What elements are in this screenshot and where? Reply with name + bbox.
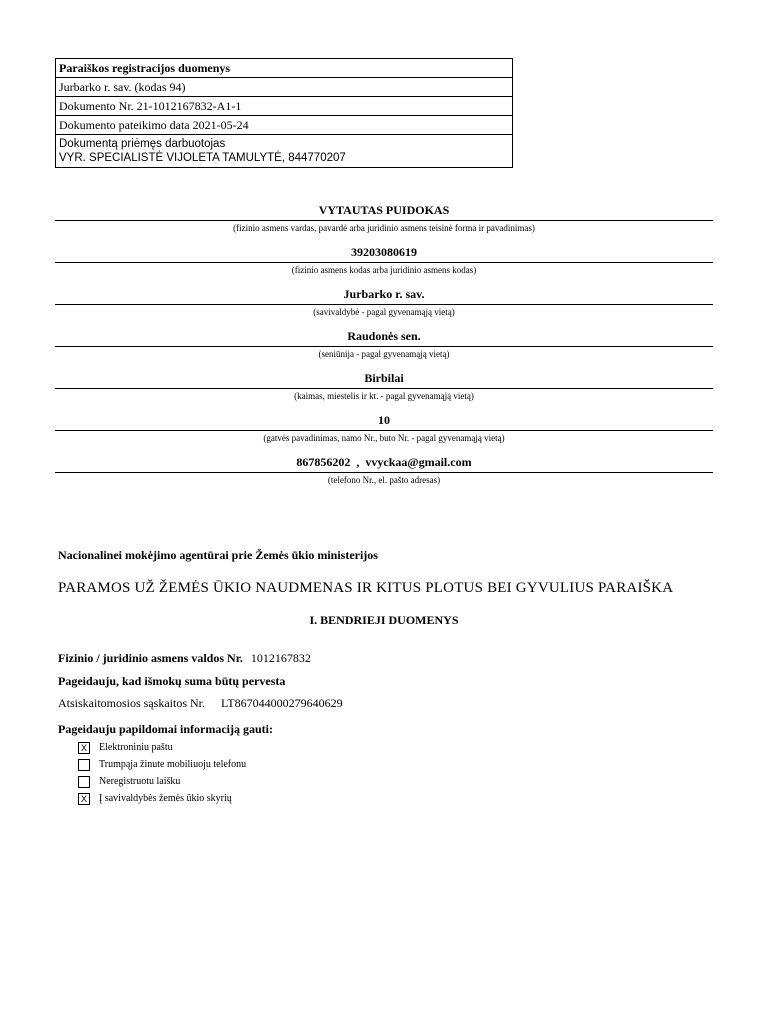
option-unregistered-letter[interactable] xyxy=(78,773,246,790)
registration-employee-label: Dokumentą priėmęs darbuotojas xyxy=(59,138,226,150)
option-label: Trumpąja žinute mobiliuoju telefonu xyxy=(99,759,247,770)
checkbox[interactable] xyxy=(78,776,90,788)
applicant-contacts: 867856202 , vvyckaa@gmail.com xyxy=(296,455,472,469)
applicant-code: 39203080619 xyxy=(351,245,417,259)
applicant-contacts-caption: (telefono Nr., el. pašto adresas) xyxy=(327,475,441,485)
registration-submission-date: Dokumento pateikimo data 2021-05-24 xyxy=(56,116,512,135)
applicant-name: VYTAUTAS PUIDOKAS xyxy=(318,203,450,217)
section-title: I. BENDRIEJI DUOMENYS xyxy=(309,613,459,627)
option-label: Elektroniniu paštu xyxy=(99,742,173,753)
applicant-village: Birbilai xyxy=(364,371,404,385)
applicant-name-caption: (fizinio asmens vardas, pavardė arba juridinio asmens teisinė forma ir pavadinimas) xyxy=(233,223,535,233)
option-label: Į savivaldybės žemės ūkio skyrių xyxy=(99,793,232,804)
option-municipality-department[interactable] xyxy=(78,790,246,807)
transfer-title: Pageidauju, kad išmokų suma būtų pervesta xyxy=(58,674,286,688)
option-email[interactable] xyxy=(78,739,246,756)
applicant-village-caption: (kaimas, miestelis ir kt. - pagal gyvenamąją vietą) xyxy=(294,391,474,401)
checkbox[interactable]: X xyxy=(78,793,90,805)
info-options xyxy=(78,739,246,807)
registration-employee-value: VYR. SPECIALISTĖ VIJOLETA TAMULYTĖ, 844770207 xyxy=(59,152,346,164)
account-value: LT867044000279640629 xyxy=(221,696,343,710)
agency-addressee: Nacionalinei mokėjimo agentūrai prie Žemės ūkio ministerijos xyxy=(58,548,378,562)
account-label: Atsiskaitomosios sąskaitos Nr. xyxy=(58,696,206,710)
registration-box xyxy=(55,58,513,168)
registration-municipality: Jurbarko r. sav. (kodas 94) xyxy=(56,78,512,97)
applicant-municipality-caption: (savivaldybė - pagal gyvenamąją vietą) xyxy=(313,307,455,317)
registration-document-no: Dokumento Nr. 21-1012167832-A1-1 xyxy=(56,97,512,116)
checkbox[interactable]: X xyxy=(78,742,90,754)
applicant-block xyxy=(55,200,713,494)
applicant-municipality: Jurbarko r. sav. xyxy=(343,287,425,301)
account-number xyxy=(58,696,343,711)
holding-number xyxy=(58,651,311,666)
applicant-code-caption: (fizinio asmens kodas arba juridinio asmens kodas) xyxy=(291,265,477,275)
holding-label: Fizinio / juridinio asmens valdos Nr. xyxy=(58,651,243,665)
applicant-address-caption: (gatvės pavadinimas, namo Nr., buto Nr. - pagal gyvenamąją vietą) xyxy=(263,433,505,443)
applicant-eldership-caption: (seniūnija - pagal gyvenamąją vietą) xyxy=(318,349,450,359)
option-label: Neregistruotu laišku xyxy=(99,776,181,787)
info-title: Pageidauju papildomai informaciją gauti: xyxy=(58,722,274,736)
page-title: PARAMOS UŽ ŽEMĖS ŪKIO NAUDMENAS IR KITUS PLOTUS BEI GYVULIUS PARAIŠKA xyxy=(58,580,674,596)
registration-employee xyxy=(56,135,512,168)
applicant-eldership: Raudonės sen. xyxy=(347,329,421,343)
checkbox[interactable] xyxy=(78,759,90,771)
holding-value: 1012167832 xyxy=(250,651,311,665)
applicant-address: 10 xyxy=(378,413,390,427)
option-sms[interactable] xyxy=(78,756,246,773)
registration-header: Paraiškos registracijos duomenys xyxy=(56,59,512,78)
